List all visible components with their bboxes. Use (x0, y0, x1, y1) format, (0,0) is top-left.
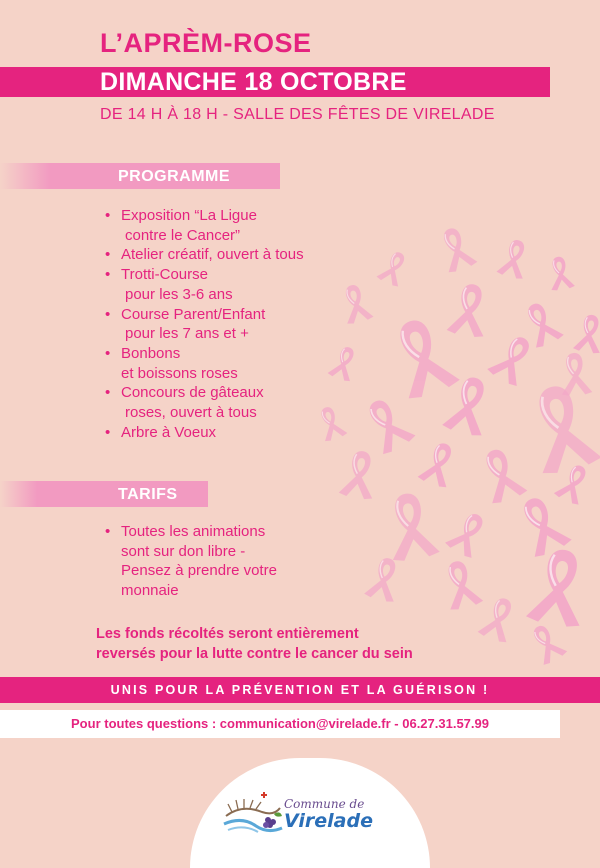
programme-list (105, 206, 304, 442)
logo-commune-text: Commune de (284, 797, 365, 811)
ribbon-icon (486, 330, 539, 388)
list-item: • Atelier créatif, ouvert à tous (105, 246, 304, 264)
ribbon-icon (512, 491, 573, 559)
ribbon-icon (382, 490, 440, 563)
list-item: • Toutes les animations sont sur don libre - Pensez à prendre votre monnaie (105, 523, 277, 600)
commune-logo-icon (222, 786, 284, 836)
ribbon-icon (573, 313, 600, 355)
list-item: • Concours de gâteaux roses, ouvert à tous (105, 384, 264, 422)
ribbon-icon (525, 545, 592, 629)
ribbon-icon (553, 460, 594, 506)
contact-info: Pour toutes questions : communication@virelade.fr - 06.27.31.57.99 (71, 716, 489, 731)
event-date: DIMANCHE 18 OCTOBRE (100, 68, 407, 96)
funds-note-line: Les fonds récoltés seront entièrement (96, 626, 359, 642)
ribbon-icon (327, 343, 361, 382)
slogan-text: UNIS POUR LA PRÉVENTION ET LA GUÉRISON ! (110, 683, 490, 697)
ribbon-icon (338, 448, 380, 500)
list-item: • Arbre à Voeux (105, 423, 217, 441)
event-hours-location: DE 14 H À 18 H - SALLE DES FÊTES DE VIRELADE (100, 106, 495, 123)
list-item: • Course Parent/Enfant pour les 7 ans et + (105, 305, 266, 343)
list-item: • Exposition “La Ligue contre le Cancer” (105, 207, 257, 244)
ribbon-icon (446, 281, 492, 338)
funds-note (96, 624, 413, 664)
list-item: • Bonbons et boissons roses (105, 344, 238, 382)
programme-heading: PROGRAMME (118, 168, 231, 185)
ribbon-icon (526, 620, 568, 666)
funds-note-line: reversés pour la lutte contre le cancer du sein (96, 646, 413, 662)
ribbon-icon (364, 555, 405, 604)
list-item: • Trotti-Course pour les 3-6 ans (105, 266, 233, 303)
ribbon-icon (314, 403, 348, 442)
logo-town-name: Virelade (284, 810, 373, 832)
ribbon-icon (384, 312, 461, 401)
ribbon-icon (444, 508, 492, 560)
ribbon-icon (435, 224, 478, 274)
ribbon-icon (475, 444, 528, 505)
tarifs-list (105, 522, 277, 601)
ribbon-icon (358, 393, 416, 456)
ribbon-icon (376, 248, 411, 288)
ribbon-icon (522, 379, 600, 477)
ribbon-icon (496, 237, 532, 280)
tarifs-heading: TARIFS (118, 486, 178, 503)
ribbon-icon (439, 557, 484, 611)
ribbon-icon (338, 282, 374, 325)
ribbon-icon (477, 594, 520, 644)
event-title: L’APRÈM-ROSE (100, 28, 312, 58)
ribbon-icon (417, 439, 460, 489)
ribbon-icon (546, 255, 575, 292)
